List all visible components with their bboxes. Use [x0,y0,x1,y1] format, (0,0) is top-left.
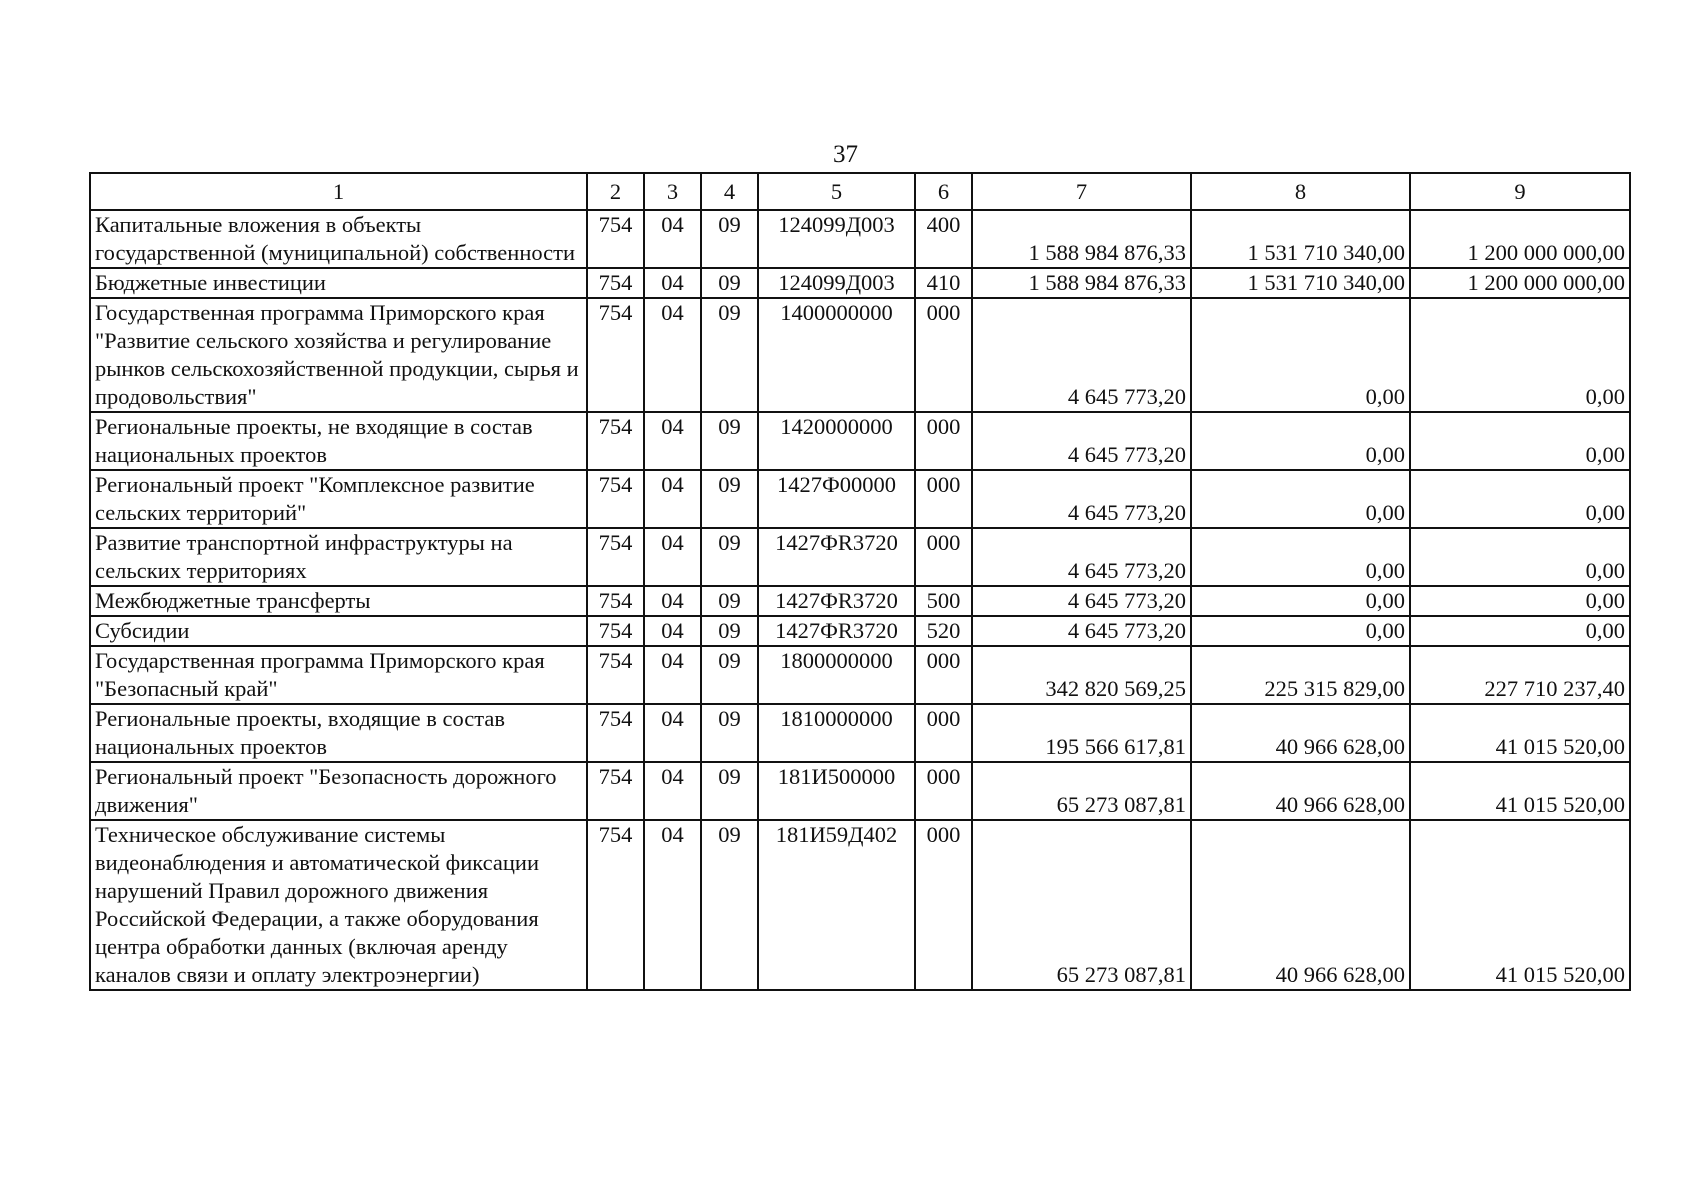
column-header: 4 [701,173,758,210]
amount-cell: 0,00 [1410,528,1630,586]
column-header: 3 [644,173,701,210]
amount-cell: 1 588 984 876,33 [972,210,1191,268]
amount-cell: 40 966 628,00 [1191,820,1410,990]
code-cell: 09 [701,268,758,298]
code-cell: 500 [915,586,972,616]
code-cell: 1400000000 [758,298,915,412]
row-name-cell: Техническое обслуживание системы видеонаблюдения и автоматической фиксации нарушений Правил дорожного движения Российской Федерации, а также оборудования центра обработки данных (включая аренду каналов связи и оплату электроэнергии) [90,820,587,990]
amount-cell: 65 273 087,81 [972,820,1191,990]
code-cell: 000 [915,412,972,470]
code-cell: 181И59Д402 [758,820,915,990]
code-cell: 1427ФR3720 [758,586,915,616]
code-cell: 000 [915,470,972,528]
amount-cell: 65 273 087,81 [972,762,1191,820]
code-cell: 400 [915,210,972,268]
amount-cell: 0,00 [1191,586,1410,616]
code-cell: 000 [915,704,972,762]
amount-cell: 40 966 628,00 [1191,704,1410,762]
row-name-cell: Региональные проекты, не входящие в состав национальных проектов [90,412,587,470]
amount-cell: 0,00 [1191,616,1410,646]
amount-cell: 1 531 710 340,00 [1191,210,1410,268]
amount-cell: 0,00 [1191,412,1410,470]
code-cell: 124099Д003 [758,268,915,298]
code-cell: 04 [644,528,701,586]
code-cell: 1427ФR3720 [758,528,915,586]
code-cell: 754 [587,646,644,704]
code-cell: 000 [915,762,972,820]
code-cell: 04 [644,646,701,704]
amount-cell: 0,00 [1191,470,1410,528]
amount-cell: 41 015 520,00 [1410,762,1630,820]
code-cell: 04 [644,210,701,268]
code-cell: 754 [587,528,644,586]
row-name-cell: Субсидии [90,616,587,646]
amount-cell: 40 966 628,00 [1191,762,1410,820]
amount-cell: 0,00 [1191,528,1410,586]
amount-cell: 0,00 [1410,586,1630,616]
column-header: 6 [915,173,972,210]
code-cell: 754 [587,616,644,646]
code-cell: 754 [587,268,644,298]
code-cell: 1427Ф00000 [758,470,915,528]
amount-cell: 4 645 773,20 [972,586,1191,616]
row-name-cell: Бюджетные инвестиции [90,268,587,298]
column-header: 9 [1410,173,1630,210]
code-cell: 09 [701,470,758,528]
amount-cell: 0,00 [1410,616,1630,646]
amount-cell: 1 588 984 876,33 [972,268,1191,298]
column-header: 2 [587,173,644,210]
header-row [90,173,1630,210]
amount-cell: 4 645 773,20 [972,616,1191,646]
code-cell: 000 [915,820,972,990]
table-row [90,210,1630,268]
code-cell: 754 [587,586,644,616]
table-row [90,412,1630,470]
amount-cell: 1 200 000 000,00 [1410,210,1630,268]
amount-cell: 0,00 [1410,298,1630,412]
code-cell: 000 [915,528,972,586]
code-cell: 1427ФR3720 [758,616,915,646]
budget-table [89,172,1631,991]
amount-cell: 0,00 [1410,470,1630,528]
row-name-cell: Государственная программа Приморского края "Безопасный край" [90,646,587,704]
code-cell: 09 [701,646,758,704]
amount-cell: 1 200 000 000,00 [1410,268,1630,298]
code-cell: 000 [915,646,972,704]
code-cell: 04 [644,268,701,298]
code-cell: 04 [644,762,701,820]
amount-cell: 41 015 520,00 [1410,704,1630,762]
amount-cell: 4 645 773,20 [972,528,1191,586]
code-cell: 754 [587,298,644,412]
code-cell: 754 [587,704,644,762]
table-row [90,586,1630,616]
table-row [90,646,1630,704]
row-name-cell: Региональный проект "Безопасность дорожного движения" [90,762,587,820]
code-cell: 09 [701,412,758,470]
amount-cell: 0,00 [1410,412,1630,470]
row-name-cell: Региональный проект "Комплексное развитие сельских территорий" [90,470,587,528]
row-name-cell: Государственная программа Приморского края "Развитие сельского хозяйства и регулирование рынков сельскохозяйственной продукции, сырья и продовольствия" [90,298,587,412]
code-cell: 09 [701,616,758,646]
code-cell: 09 [701,586,758,616]
code-cell: 09 [701,762,758,820]
code-cell: 410 [915,268,972,298]
amount-cell: 227 710 237,40 [1410,646,1630,704]
code-cell: 181И500000 [758,762,915,820]
code-cell: 09 [701,704,758,762]
code-cell: 1420000000 [758,412,915,470]
table-row [90,528,1630,586]
table-row [90,762,1630,820]
amount-cell: 0,00 [1191,298,1410,412]
amount-cell: 225 315 829,00 [1191,646,1410,704]
column-header: 1 [90,173,587,210]
code-cell: 04 [644,412,701,470]
code-cell: 1800000000 [758,646,915,704]
code-cell: 04 [644,470,701,528]
code-cell: 520 [915,616,972,646]
amount-cell: 195 566 617,81 [972,704,1191,762]
amount-cell: 1 531 710 340,00 [1191,268,1410,298]
table-row [90,616,1630,646]
table-row [90,704,1630,762]
code-cell: 754 [587,470,644,528]
code-cell: 04 [644,298,701,412]
row-name-cell: Развитие транспортной инфраструктуры на сельских территориях [90,528,587,586]
column-header: 7 [972,173,1191,210]
amount-cell: 342 820 569,25 [972,646,1191,704]
table-row [90,470,1630,528]
code-cell: 09 [701,820,758,990]
row-name-cell: Межбюджетные трансферты [90,586,587,616]
code-cell: 09 [701,298,758,412]
code-cell: 754 [587,762,644,820]
table-row [90,268,1630,298]
code-cell: 04 [644,616,701,646]
row-name-cell: Региональные проекты, входящие в состав национальных проектов [90,704,587,762]
code-cell: 754 [587,412,644,470]
page-number: 37 [833,141,858,168]
amount-cell: 4 645 773,20 [972,298,1191,412]
code-cell: 754 [587,820,644,990]
code-cell: 04 [644,586,701,616]
row-name-cell: Капитальные вложения в объекты государственной (муниципальной) собственности [90,210,587,268]
code-cell: 04 [644,820,701,990]
column-header: 8 [1191,173,1410,210]
code-cell: 04 [644,704,701,762]
code-cell: 09 [701,210,758,268]
code-cell: 124099Д003 [758,210,915,268]
table-row [90,820,1630,990]
code-cell: 1810000000 [758,704,915,762]
amount-cell: 4 645 773,20 [972,412,1191,470]
code-cell: 09 [701,528,758,586]
amount-cell: 4 645 773,20 [972,470,1191,528]
amount-cell: 41 015 520,00 [1410,820,1630,990]
code-cell: 000 [915,298,972,412]
table-row [90,298,1630,412]
column-header: 5 [758,173,915,210]
code-cell: 754 [587,210,644,268]
